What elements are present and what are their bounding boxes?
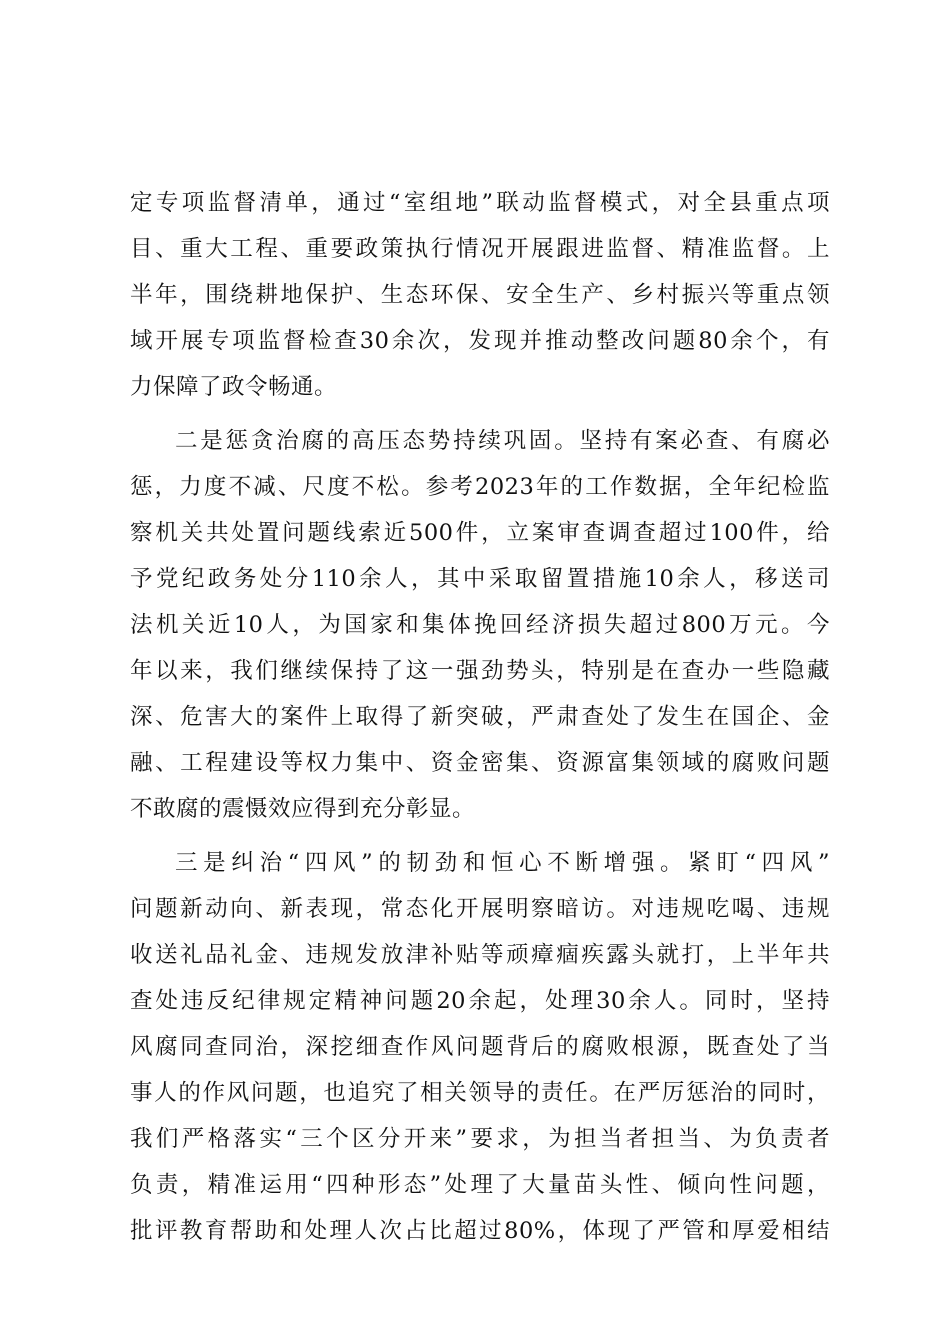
text-line: 风腐同查同治，深挖细查作风问题背后的腐败根源，既查处了当 [130,1034,830,1060]
text-line: 半年，围绕耕地保护、生态环保、安全生产、乡村振兴等重点领 [130,282,830,308]
text-line: 不敢腐的震慑效应得到充分彰显。 [130,796,476,822]
text-line: 定专项监督清单，通过“室组地”联动监督模式，对全县重点项 [130,190,830,216]
text-line: 二是惩贪治腐的高压态势持续巩固。坚持有案必查、有腐必 [175,428,830,454]
text-line: 察机关共处置问题线索近500件，立案审查调查超过100件，给 [130,520,830,546]
text-line: 批评教育帮助和处理人次占比超过80%，体现了严管和厚爱相结 [130,1218,830,1244]
text-line: 力保障了政令畅通。 [130,374,338,400]
paragraph-3 [130,840,830,1254]
text-line: 法机关近10人，为国家和集体挽回经济损失超过800万元。今 [130,612,830,638]
text-line: 域开展专项监督检查30余次，发现并推动整改问题80余个，有 [130,328,830,354]
text-line: 目、重大工程、重要政策执行情况开展跟进监督、精准监督。上 [130,236,830,262]
text-line: 查处违反纪律规定精神问题20余起，处理30余人。同时，坚持 [130,988,830,1014]
paragraph-2 [130,418,830,832]
paragraph-gap [130,832,830,840]
document-body [130,180,830,1254]
text-line: 予党纪政务处分110余人，其中采取留置措施10余人，移送司 [130,566,830,592]
text-line: 深、危害大的案件上取得了新突破，严肃查处了发生在国企、金 [130,704,830,730]
text-line: 融、工程建设等权力集中、资金密集、资源富集领域的腐败问题 [130,750,830,776]
text-line: 事人的作风问题，也追究了相关领导的责任。在严厉惩治的同时， [130,1080,830,1106]
paragraph-1 [130,180,830,410]
text-line: 惩，力度不减、尺度不松。参考2023年的工作数据，全年纪检监 [130,474,830,500]
text-line: 问题新动向、新表现，常态化开展明察暗访。对违规吃喝、违规 [130,896,830,922]
text-line: 年以来，我们继续保持了这一强劲势头，特别是在查办一些隐藏 [130,658,830,684]
paragraph-gap [130,410,830,418]
text-line: 三是纠治“四风”的韧劲和恒心不断增强。紧盯“四风” [175,850,830,876]
text-line: 我们严格落实“三个区分开来”要求，为担当者担当、为负责者 [130,1126,830,1152]
text-line: 收送礼品礼金、违规发放津补贴等顽瘴痼疾露头就打，上半年共 [130,942,830,968]
text-line: 负责，精准运用“四种形态”处理了大量苗头性、倾向性问题， [130,1172,830,1198]
